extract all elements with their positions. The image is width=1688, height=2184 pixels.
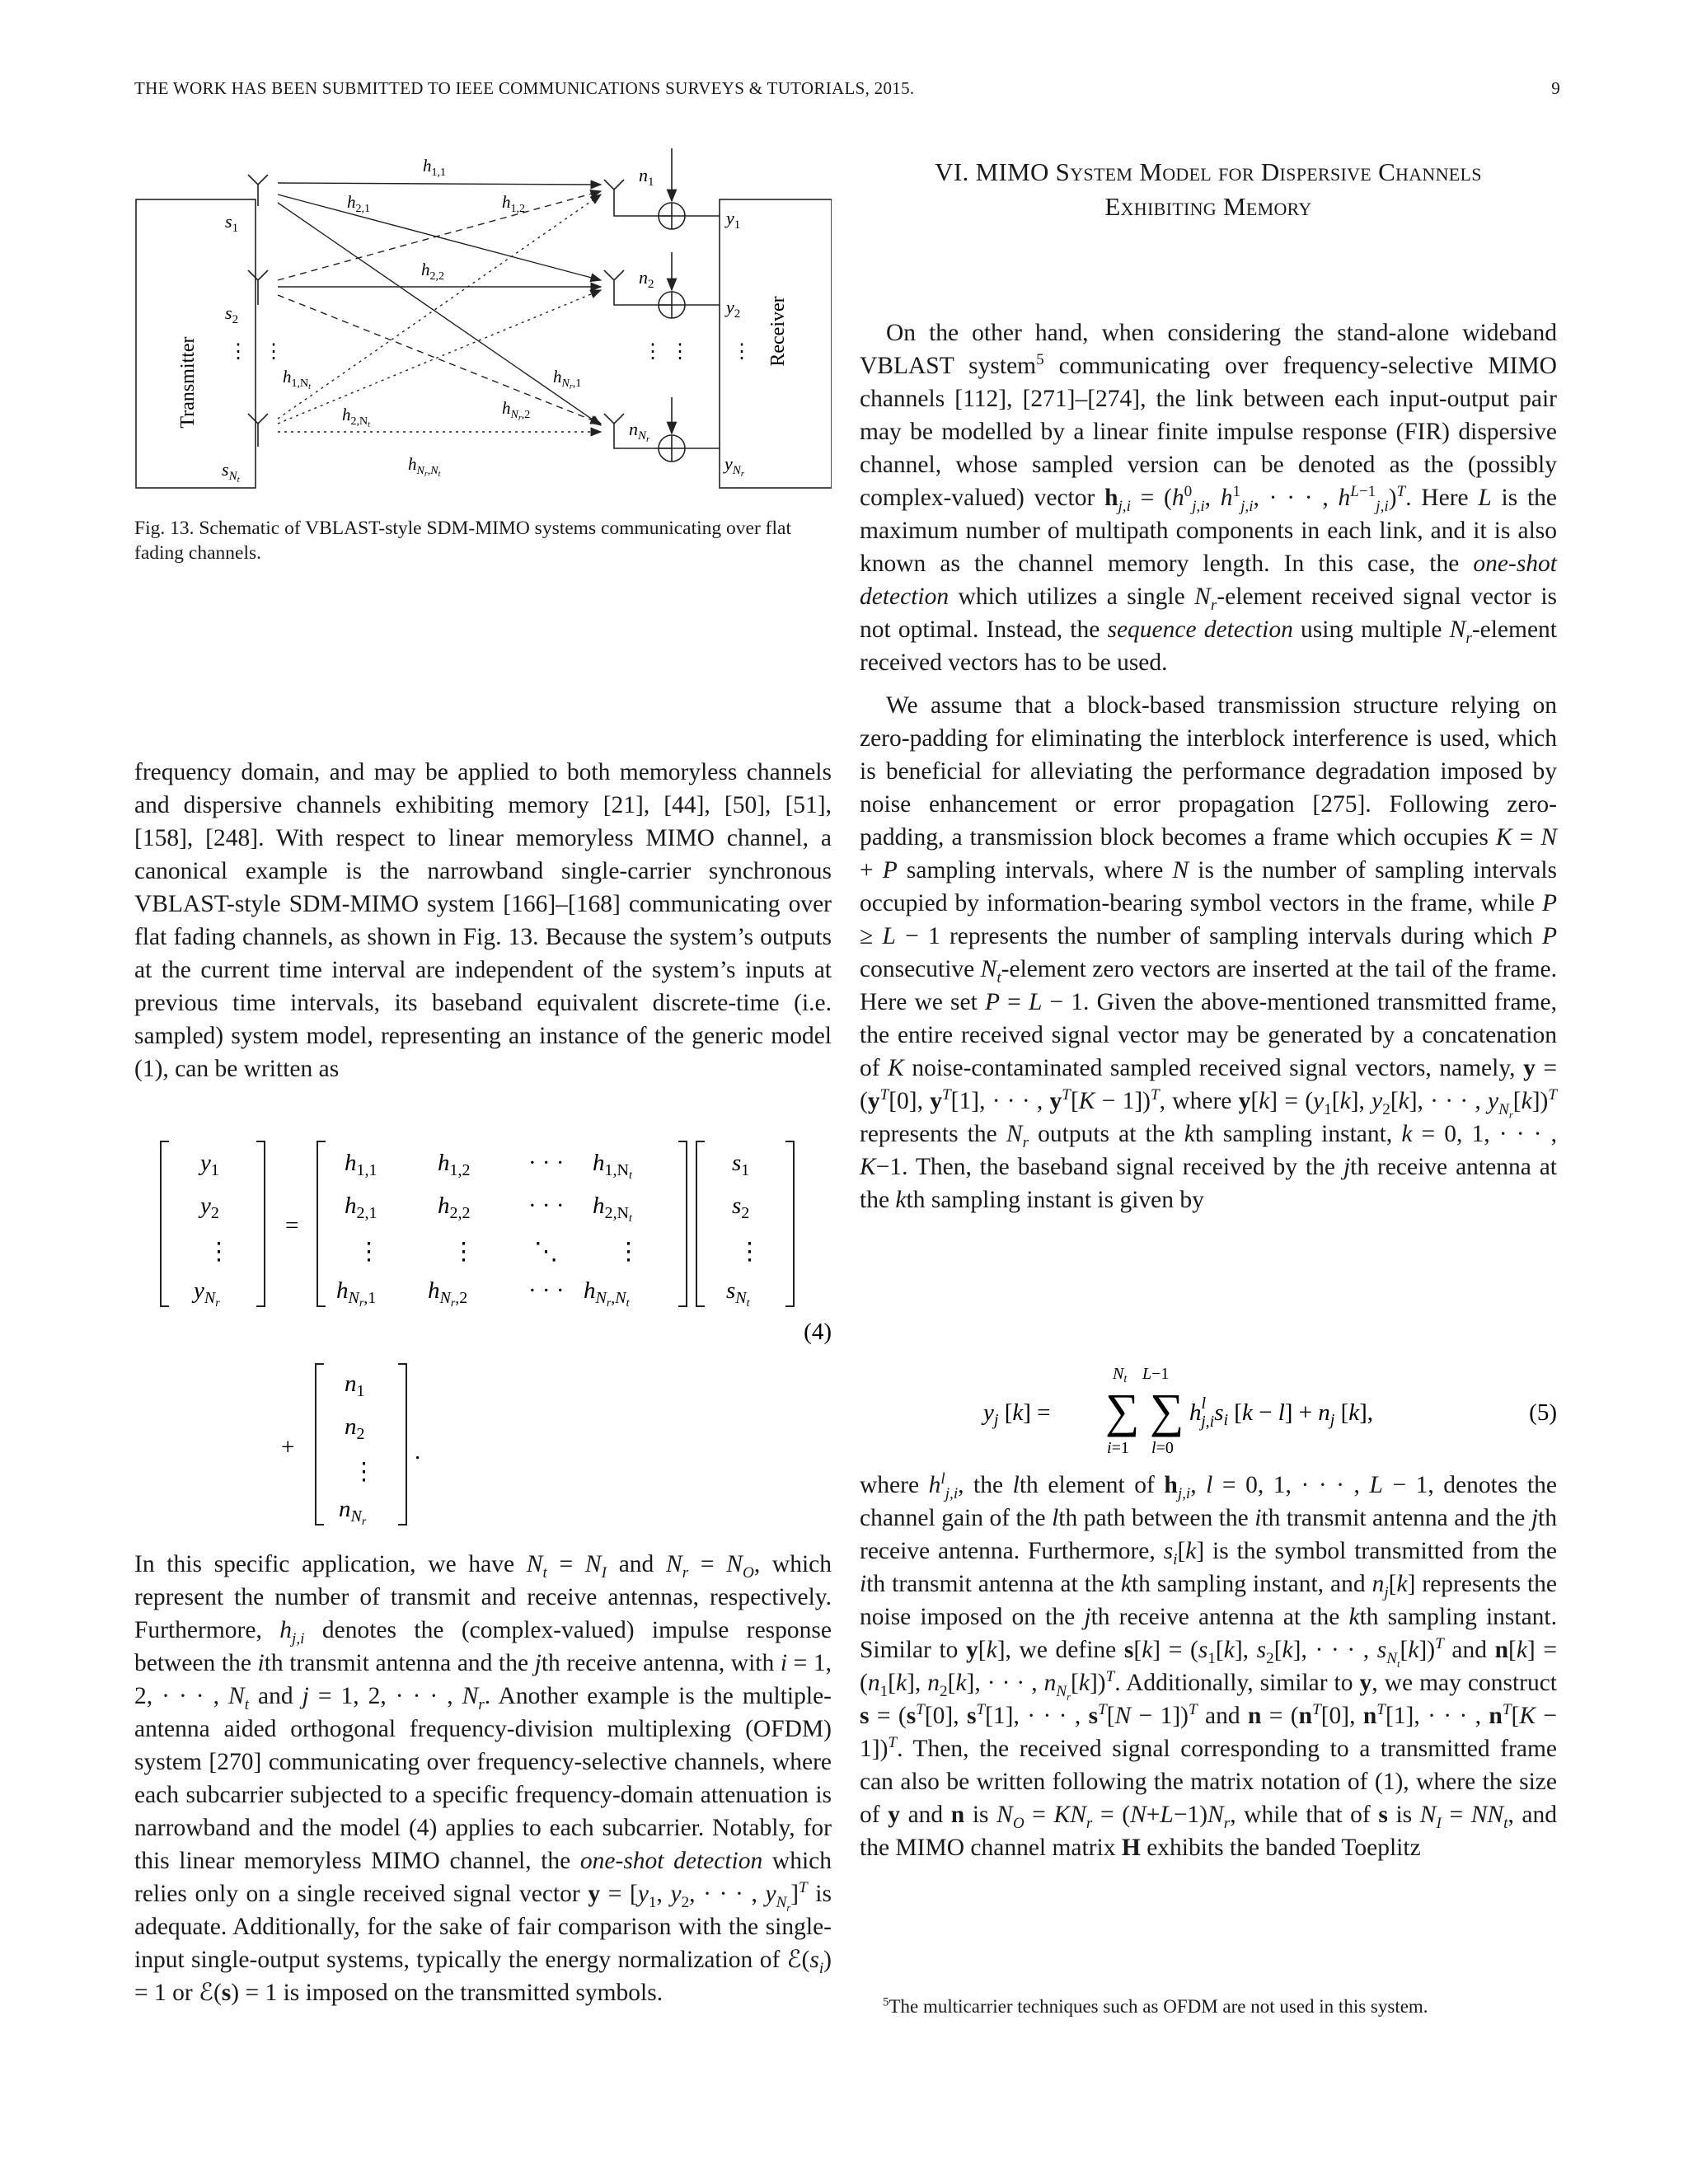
receiver-label: Receiver: [767, 296, 789, 367]
svg-text:· · ·: · · ·: [528, 1193, 565, 1219]
svg-text:∑: ∑: [1105, 1384, 1140, 1437]
svg-text:⋱: ⋱: [534, 1239, 558, 1265]
paragraph: where $h^l_{j,i}$, the lth element of $h_{j,i}$, l = 0, 1, · · · , L − 1, denotes the channel gain of the lth path between the ith transmit antenna and the jth receive antenna. Furthermore, $s_i[k]$ is the symbol transmitted from the ith transmit antenna at the kth sampling instant, and $n_j[k]$ represents the noise imposed on the jth receive antenna at the kth sampling instant. Similar to y[k], we define $s[k] = (s_1[k]$, $s_2[k]$, · · · , $s_{N_t}[k])^T$ and $n[k] = (n_1[k]$, $n_2[k]$, · · · , $n_{N_r}[k])^T$. Additionally, similar to y, we may construct $s = (s^T[0]$, $s^T[1]$, · · · , $s^T[N - 1])^T$ and $n = (n^T[0]$, $n^T[1]$, · · · , $n^T[K - 1])^T$. Then, the received signal corresponding to a transmitted frame can also be written following the matrix notation of (1), where the size of y and n is $N_O = KN_r = (N+L-1)N_r$, while that of s is $N_I = NN_t$, and the MIMO channel matrix H exhibits the banded Toeplitz: [860, 1470, 1558, 1861]
adder-icons: [659, 203, 720, 462]
paragraph: On the other hand, when considering the stand-alone wideband VBLAST system$^5$ communicating over frequency-selective MIMO channels [112], [271]–[274], the link between each input-output pair may be modelled by a linear finite impulse response (FIR) dispersive channel, whose sampled version can be denoted as the (possibly complex-valued) vector $h_{j,i} = (h^0_{j,i}$, $h^1_{j,i}$, · · · , $h^{L-1}_{j,i})^T$. Here L is the maximum number of multipath components in each link, and it is also known as the channel memory length. In this case, the one-shot detection which utilizes a single $N_r$-element received signal vector is not optimal. Instead, the sequence detection using multiple $N_r$-element received vectors has to be used.: [860, 320, 1558, 676]
equation-5: [860, 1356, 1557, 1463]
label-h12: $h_{1,2}$: [502, 192, 525, 215]
footnote-mark: 5: [883, 1995, 889, 2009]
label-hNrNt: $h_Nr,Nt$: [408, 454, 441, 479]
svg-text:⋮: ⋮: [357, 1239, 381, 1265]
right-column-text-top: [860, 316, 1557, 1216]
rx-vdots-2: ⋮: [670, 341, 690, 363]
noise-n: $n_Nr$: [629, 419, 650, 444]
svg-text:h2,Nt: $h_{2,N}t$: [593, 1193, 632, 1225]
tx-vdots-2: ⋮: [264, 341, 284, 363]
svg-text:hlj,isi [k − l] + nj [k],: $h^l$ $j,is_i$ $[k - l] + n_j$ [k],: [1189, 1394, 1374, 1431]
rx-output-1: $y_1$: [726, 208, 741, 232]
figure-13-schematic: [134, 142, 832, 496]
section-title-line2: Exhibiting Memory: [1104, 192, 1312, 221]
label-h22: $h_{2,2}$: [421, 260, 444, 283]
svg-text:⋮: ⋮: [352, 1459, 376, 1485]
tx-symbol-2: $s_2$: [225, 302, 239, 326]
svg-text:h2,1: $h_{2,1}$: [345, 1193, 377, 1222]
label-h21: $h_{2,1}$: [347, 192, 370, 215]
paragraph: We assume that a block-based transmission structure relying on zero-padding for eliminating the interblock interference is used, which is beneficial for alleviating the performance degradation imposed by noise enhancement or error propagation [275]. Following zero-padding, a transmission block becomes a frame which occupies K = N + P sampling intervals, where N is the number of sampling intervals occupied by information-bearing symbol vectors in the frame, while P ≥ L − 1 represents the number of sampling intervals during which P consecutive $N_t$-element zero vectors are inserted at the tail of the frame. Here we set P = L − 1. Given the above-mentioned transmitted frame, the entire received signal vector may be generated by a concatenation of K noise-contaminated sampled received signal vectors, namely, $y = (y^T[0]$, $y^T[1]$, · · · , $y^T[K - 1])^T$, where $y[k] = (y_1[k]$, $y_2[k]$, · · · , $y_{N_r}[k])^T$ represents the $N_r$ outputs at the kth sampling instant, k = 0, 1, · · · , K−1. Then, the baseband signal received by the jth receive antenna at the kth sampling instant is given by: [860, 692, 1558, 1213]
svg-text:hNr,1: $h_Nr,1$: [336, 1277, 377, 1310]
page-number: 9: [1551, 78, 1560, 98]
svg-text:s1: $s_1$: [732, 1150, 750, 1179]
section-heading: [860, 155, 1557, 224]
svg-text:hNr,Nt: $h_Nr,Nt$: [584, 1277, 630, 1310]
eq5-number: (5): [1529, 1399, 1557, 1426]
svg-text:+: +: [281, 1434, 295, 1460]
label-h1Nt: $h_{1,N}t$: [283, 367, 311, 391]
noise-2: $n_2$: [639, 267, 654, 291]
svg-text:yNr: $y_Nr$: [194, 1277, 220, 1310]
label-h11: $h_{1,1}$: [423, 156, 446, 179]
label-h2Nt: $h_{2,N}t$: [342, 405, 370, 429]
svg-text:⋮: ⋮: [617, 1239, 640, 1265]
svg-text:nNr: $n_Nr$: [339, 1496, 367, 1528]
channel-links: [278, 183, 601, 432]
svg-text:· · ·: · · ·: [528, 1150, 565, 1176]
svg-text:L−1: L−1: [1142, 1365, 1170, 1383]
svg-text:yj [k] =: $y_j$ [k] =: [983, 1399, 1051, 1429]
tx-vdots: ⋮: [228, 341, 248, 363]
label-hNr2: $h_Nr,2$: [502, 398, 531, 423]
footnote-text: The multicarrier techniques such as OFDM are not used in this system.: [889, 1996, 1428, 2017]
rx-vdots-3: ⋮: [732, 341, 752, 363]
tx-antenna-icons: [248, 175, 268, 447]
left-column-text-top: [134, 756, 832, 1085]
noise-1: $n_1$: [639, 165, 654, 189]
left-column-text-bottom: [134, 1548, 832, 2009]
running-header: [134, 78, 1560, 99]
svg-text:s2: $s_2$: [732, 1193, 750, 1222]
label-hNr1: $h_Nr,1$: [553, 367, 582, 391]
paragraph: frequency domain, and may be applied to both memoryless channels and dispersive channels exhibiting memory [21], [44], [50], [51], [158], [248]. With respect to linear memoryless MIMO channel, a canonical example is the narrowband single-carrier synchronous VBLAST-style SDM-MIMO system [166]–[168] communicating over flat fading channels, as shown in Fig. 13. Because the system’s outputs at the current time interval are independent of the system’s inputs at previous time intervals, its baseband equivalent discrete-time (i.e. sampled) system model, representing an instance of the generic model (1), can be written as: [134, 759, 832, 1082]
svg-text:hNr,2: $h_Nr,2$: [428, 1277, 468, 1310]
svg-text:.: .: [415, 1438, 421, 1465]
svg-text:Nt: $N_t$: [1113, 1365, 1128, 1385]
section-title-line1: MIMO System Model for Dispersive Channels: [975, 157, 1482, 186]
section-number: VI.: [935, 157, 969, 186]
svg-text:⋮: ⋮: [452, 1239, 476, 1265]
svg-text:n1: $n_1$: [345, 1371, 365, 1400]
rx-output-n: $y_Nr$: [724, 453, 745, 479]
svg-text:y1: $y_1$: [200, 1150, 219, 1179]
tx-symbol-n: $s_Nt$: [222, 459, 240, 485]
svg-text:sNt: $s_Nt$: [726, 1277, 750, 1310]
rx-output-2: $y_2$: [726, 297, 741, 321]
svg-text:i=1: i=1: [1107, 1439, 1129, 1457]
svg-text:⋮: ⋮: [738, 1239, 762, 1265]
svg-text:⋮: ⋮: [207, 1239, 231, 1265]
transmitter-label: Transmitter: [177, 336, 199, 429]
paragraph: In this specific application, we have $N_t = N_I$ and $N_r = N_O$, which represent the number of transmit and receive antennas, respectively. Furthermore, $h_{j,i}$ denotes the (complex-valued) impulse response between the ith transmit antenna and the jth receive antenna, with i = 1, 2, · · · , $N_t$ and j = 1, 2, · · · , $N_r$. Another example is the multiple-antenna aided orthogonal frequency-division multiplexing (OFDM) system [270] communicating over frequency-selective channels, where each subcarrier subjected to a specific frequency-domain attenuation is narrowband and the model (4) applies to each subcarrier. Notably, for this linear memoryless MIMO channel, the one-shot detection which relies only on a single received signal vector $y = [y_1$, $y_2$, · · · , $y_{N_r}]^T$ is adequate. Additionally, for the sake of fair comparison with the single-input single-output systems, typically the energy normalization of $ℰ(s_i) = 1$ or ℰ(s) = 1 is imposed on the transmitted symbols.: [134, 1551, 832, 2006]
rx-vdots-1: ⋮: [643, 341, 663, 363]
channel-labels: [283, 156, 581, 479]
svg-text:n2: $n_2$: [345, 1413, 365, 1443]
svg-text:y2: $y_2$: [200, 1193, 219, 1222]
svg-text:· · ·: · · ·: [528, 1277, 565, 1304]
svg-text:l=0: l=0: [1151, 1439, 1174, 1457]
equation-4: [134, 1129, 832, 1533]
running-title: THE WORK HAS BEEN SUBMITTED TO IEEE COMMUNICATIONS SURVEYS & TUTORIALS, 2015.: [134, 78, 915, 98]
right-column-text-bottom: [860, 1469, 1557, 1864]
footnote: [860, 1994, 1557, 2019]
svg-text:h1,Nt: $h_{1,N}t$: [593, 1150, 632, 1182]
svg-text:h2,2: $h_{2,2}$: [438, 1193, 471, 1222]
eq4-number: (4): [804, 1319, 832, 1345]
svg-text:=: =: [285, 1212, 299, 1239]
svg-text:h1,2: $h_{1,2}$: [438, 1150, 471, 1179]
svg-text:h1,1: $h_{1,1}$: [345, 1150, 377, 1179]
figure-caption: Fig. 13. Schematic of VBLAST-style SDM-MIMO systems communicating over flat fading channels.: [134, 518, 791, 564]
svg-text:∑: ∑: [1150, 1384, 1184, 1437]
tx-symbol-1: $s_1$: [225, 211, 239, 235]
